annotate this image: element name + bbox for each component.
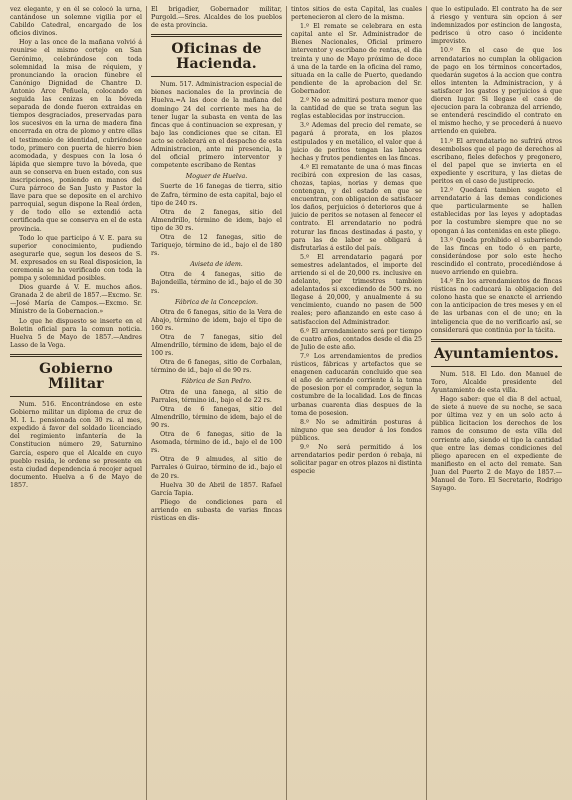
paragraph: 2.º No se admitirá postura menor que la cantidad de que se trata segun las reglas establecidas por instruccion. [291, 97, 422, 121]
paragraph: Huelva 30 de Abril de 1857. Rafael García Tapia. [151, 481, 282, 497]
section-heading: Gobierno Militar [39, 360, 113, 392]
paragraph: vez elegante, y en él se colocó la urna, cantándose un solemne vigilia por el Cabildo Catedral, encargado de los oficios divinos. [10, 6, 142, 38]
paragraph: Otra de una fanega, al sitio de Parrales, término id., bajo el de 22 rs. [151, 388, 282, 404]
section-heading: Ayuntamientos. [434, 345, 559, 362]
section-heading: Oficinas de Hacienda. [171, 41, 262, 73]
subheading: Fábrica de San Pedro. [181, 378, 252, 386]
paragraph: Hoy a las once de la mañana volvió á reunirse el mismo cortejo en San Gerónimo, celebrándose con toda solemnidad la misa de réquiem, y pronunciando la oracion fúnebre el Canónigo Dignidad de Chantre D. Antonio Arce Peñuela, colocando en seguida las cenizas en la bóveda separada de donde fueron extraidas en tiempos desgraciados, preservadas para los sucesivos en la urna de madera fina encerrada en otra de plomo y entre ellas el testimonio de identidad, cubriéndose todo, primero con puerta de hierro bien acomodada, y despues con la losa ó lápida que siempre tuvo la bóveda, que aun se conserva en buen estado, con sus inscripciones, poniendo en manos del Cura párroco de San Justo y Pastor la llave para que se deposite en el archivo parroquial, segun dispone la Real órden, y de todo ello se extendió acta certificada que se conserva en el de esta provincia. [10, 39, 142, 233]
paragraph: Dios guarde á V. E. muchos años. Granada 2 de abril de 1857.—Excmo. Sr.—José María de Campos.—Excmo. Sr. Ministro de la Gobernacion.» [10, 284, 142, 316]
paragraph: 4.º El rematante de una ó mas fincas recibirá con expresion de las casas, chozas, tapias, norias y demas que contengan, y del estado en que se encuentran, con obligacion de satisfacer los daños, perjuicios ó deterioros que á juicio de peritos se notasen al fenecer el contrato. El arrendatario no podrá roturar las fincas destinadas á pasto, y para las de labor se obligará á disfrutarlas á estilo del país. [291, 163, 422, 252]
section-divider [151, 76, 282, 77]
paragraph: Otra de 4 fanegas, sitio de Bajondeilla, término de id., bajo el de 30 rs. [151, 271, 282, 295]
paragraph: 3.º Ademas del precio del remate, se pagará á prorata, en los plazos estipulados y en metálico, el valor que á juicio de peritos tengan las labores hechas y frutos pendientes en las fincas. [291, 122, 422, 162]
subheading: Fábrica de la Concepcion. [175, 298, 258, 306]
paragraph: 1.º El remate se celebrara en esta capital ante el Sr. Administrador de Bienes Nacionales, Oficial primero interventor y escribano de rentas, el dia treinta y uno de Mayo próximo de doce á una de la tarde en la oficina del ramo, situada en la calle de Puerto, quedando pendiente de la aprobacion del Sr. Gobernador. [291, 23, 422, 95]
paragraph: El brigadier, Gobernador militar, Purgold.—Sres. Alcaldes de los pueblos de esta provincia. [151, 6, 282, 30]
paragraph: 12.º Quedará tambien sugeto el arrendatario á las demas condiciones que particularmente se hallen establecidas por las leyes y adoptadas por la costumbre siempre que no se opongan á las contenidas en este pliego. [431, 187, 562, 235]
paragraph: Otra de 6 fanegas, sitio de Corbalan, término de id., bajo el de 90 rs. [151, 359, 282, 375]
paragraph: 13.º Queda prohibido el subarriendo de las fincas en todo ó en parte, considerándose por solo este hecho rescindido el contrato, procediéndose á nuevo arriendo en quiebra. [431, 236, 562, 276]
section-divider [10, 396, 142, 397]
column-1 [6, 6, 146, 800]
paragraph: 10.º En el caso de que los arrendatarios no cumplan la obligacion de pago en los términos concertados, quedarán sugetos á la accion que contra ellos intenten la Administracion, y á satisfacer los gastos y perjuicios á que dieren lugar. Si llegase el caso de ejecucion para la cobranza del arriendo, se entenderá rescindido el contrato en el mismo hecho, y se procederá á nuevo arriendo en quiebra. [431, 47, 562, 136]
paragraph: Otra de 6 fanegas, sitio de la Vera de Abajo, término de idem, bajo el tipo de 160 rs. [151, 308, 282, 332]
paragraph: Suerte de 16 fanegas de tierra, sitio de Zafra, término de esta capital, bajo el tipo de 240 rs. [151, 183, 282, 207]
paragraph: 7.º Los arrendamientos de predios rústicos, fábricas y artefactos que se enagenen caducarán concluido que sea el año de arriendo corriente á la toma de posesion por el comprador, segun la costumbre de la localidad. Los de fincas urbanas cuarenta dias despues de la toma de posesion. [291, 352, 422, 417]
paragraph: Otra de 7 fanegas, sitio del Almendrillo, término de idem, bajo el de 100 rs. [151, 334, 282, 358]
paragraph: 5.º El arrendatario pagará por semestres adelantados, el importe del arriendo si el de 20,000 rs. inclusive en adelante, por trimestres tambien adelantados si excediendo de 500 rs. no llegase á 20,000, y anualmente á su vencimiento, cuando no pasen de 500 reales; pero afianzando en este caso á satisfaccion del Administrador. [291, 253, 422, 326]
paragraph: tintos sitios de esta Capital, las cuales pertenecieron al clero de la misma. [291, 6, 422, 22]
paragraph: Pliego de condiciones para el arriendo en subasta de varias fincas rústicas en dis- [151, 498, 282, 522]
columns [6, 6, 566, 800]
paragraph: Num. 518. El Ldo. don Manuel de Toro, Alcalde presidente del Ayuntamiento de esta villa. [431, 370, 562, 394]
paragraph: 14.º En los arrendamientos de fincas rústicas no caducará la obligacion del colono hasta que se enaxcte el arriendo con la anticipacion de tres meses y en el de las urbanas con el de uno; en la inteligencia que de no verificarlo así, se considerará que continúa por la tácita. [431, 278, 562, 334]
paragraph: 11.º El arrendatario no sufrirá otros desembolsos que el pago de derechos al escribano, fieles defechos y pregonero, el del papel que se invierta en el expediente y escritura, y las dietas de peritos en el caso de justiprecio. [431, 137, 562, 185]
section-divider [151, 34, 282, 37]
paragraph: 9.º No será permitido á los arrendatarios pedir perdon ó rebaja, ni solicitar pagar en otros plazos ni distinta especie [291, 443, 422, 476]
section-divider [431, 366, 562, 367]
column-2 [146, 6, 286, 800]
paragraph: Todo lo que participo á V. E. para su superior conocimiento, pudiendo asegurarle que, segun los deseos de S. M. expresados en su Real disposicion, la ceremonia se ha verificado con toda la pompa y solemnidad posibles. [10, 234, 142, 283]
section-divider [10, 354, 142, 357]
paragraph: Num. 517. Administracion especial de bienes nacionales de la provincia de Huelva.=A las doce de la mañana del domingo 24 del corriente mes ha de tener lugar la subasta en venta de las fincas que á continuacion se expresan, y bajo las condiciones que se citan. El acto se celebrará en el despacho de esta Administracion, ante mi presencia, la del oficial primero interventor y competente escribano de Rentas [151, 81, 282, 170]
paragraph: Otra de 2 fanegas, sitio del Almendrillo, término de idem, bajo el tipo de 30 rs. [151, 208, 282, 232]
subheading: Aviseta de idem. [190, 261, 243, 269]
column-4 [426, 6, 566, 800]
paragraph: que lo estipulado. El contrato ha de ser á riesgo y ventura sin opcion á ser indemnizados por estincion de langosta, pedrisco ú otro caso ó incidente imprevisto. [431, 6, 562, 46]
column-3 [286, 6, 426, 800]
paragraph: Otra de 6 fanegas, sitio del Almendrillo, término de idem, bajo el de 90 rs. [151, 405, 282, 429]
paragraph: 8.º No se admitirán posturas á ninguno que sea deudor á los fondos públicos. [291, 418, 422, 442]
paragraph: Otra de 12 fanegas, sitio de Tariquejo, término de id., bajo el de 180 rs. [151, 233, 282, 258]
paragraph: Otra de 9 almudes, al sitio de Parrales ó Guirao, término de id., bajo el de 20 rs. [151, 456, 282, 480]
subheading: Moguer de Huelva. [185, 173, 248, 181]
paragraph: Lo que he dispuesto se inserte en el Boletin oficial para la comun noticia. Huelva 5 de Mayo de 1857.—Andres Lasso de la Vega. [10, 317, 142, 349]
paragraph: Hago saber: que el dia 8 del actual, de siete á nueve de su noche, se saca por última vez y en un solo acto á pública licitacion los derechos de los ramos de consumo de esta villa del corriente año, siendo el tipo la cantidad que entre las demas condiciones del pliego aparecen en el expediente de manifiesto en el acto del remate. San Juan del Puerto 2 de Mayo de 1857.—Manuel de Toro. El Secretario, Rodrigo Sayago. [431, 396, 562, 493]
paragraph: Num. 516. Encontrándose en este Gobierno militar un diploma de cruz de M. I. L. pensionada con 30 rs. al mes, expedido á favor del soldado licenciado del regimiento infantería de la Constitucion número 29, Saturnino García, espero que el Alcalde en cuyo pueblo resida, le ordene se presente en esta ciudad dependencia á recojer aquel documento. Huelva a 6 de Mayo de 1857. [10, 400, 142, 489]
paragraph: Otra de 6 fanegas, sitio de la Asomada, término de id., bajo el de 100 rs. [151, 431, 282, 455]
section-divider [431, 339, 562, 342]
paragraph: 6.º El arrendamiento será por tiempo de cuatro años, contados desde el dia 25 de Julio de este año. [291, 327, 422, 351]
